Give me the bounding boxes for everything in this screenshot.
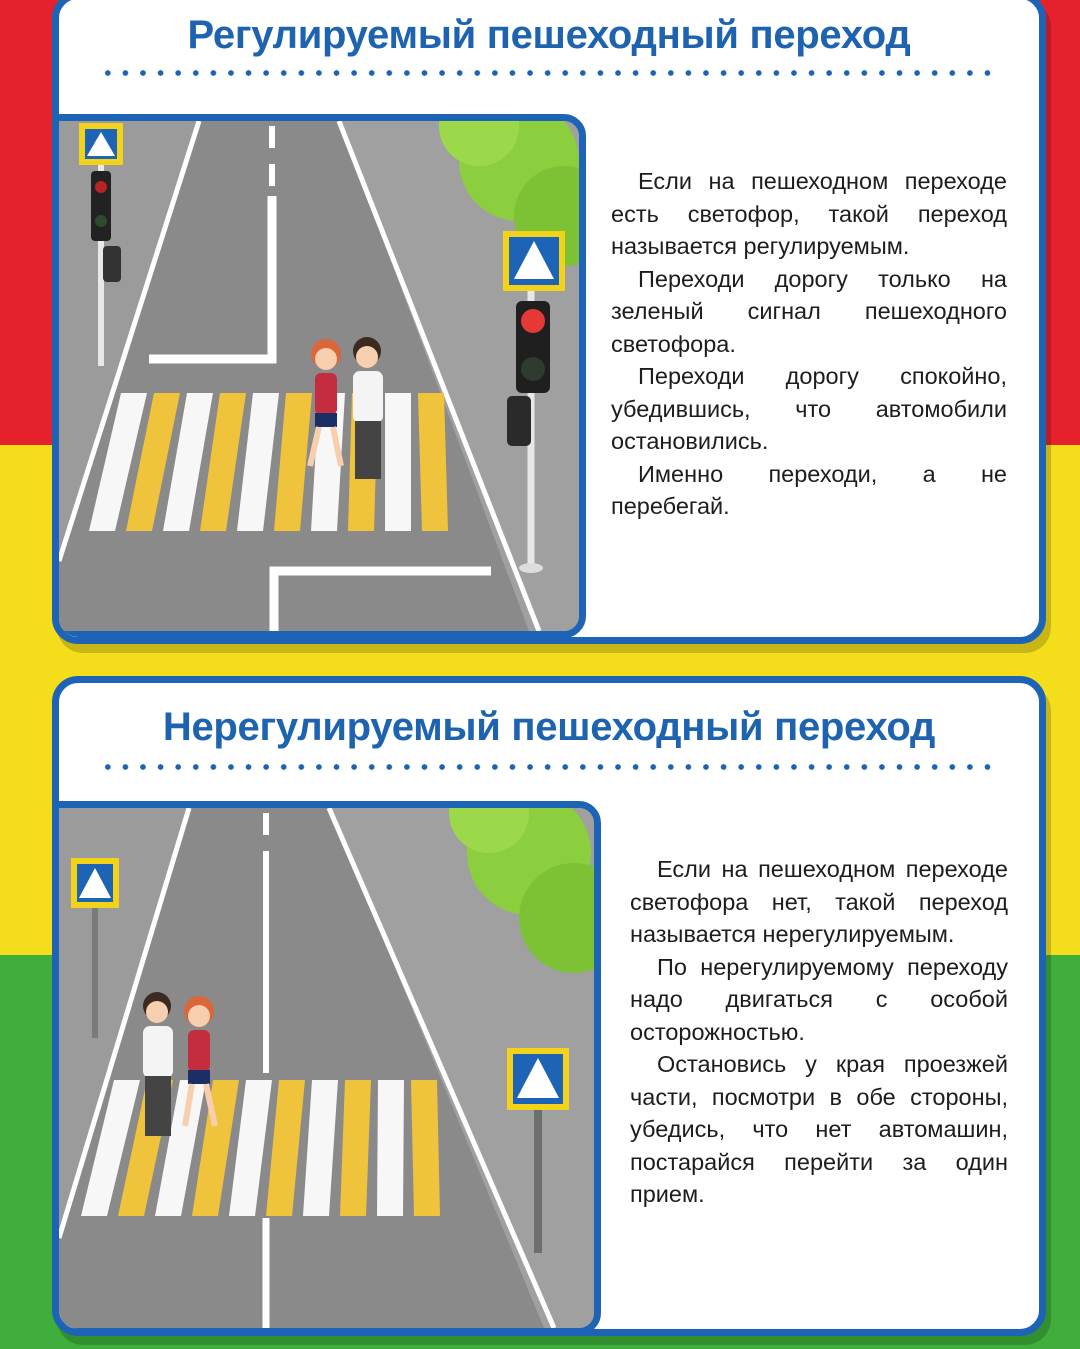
dotted-divider [99,69,999,77]
regulated-crossing-illustration [52,114,586,638]
text-paragraph: Остановись у края проезжей части, посмотри в обе стороны, убедись, что нет автомашин, постарайся перейти за один прием. [630,1051,1008,1207]
street-scene [59,808,594,1328]
text-paragraph: Если на пешеходном переходе светофора нет, такой переход называется нерегулируемым. [630,856,1008,947]
text-paragraph: Переходи дорогу спокойно, убедившись, что автомобили остановились. [611,363,1007,454]
text-paragraph: По нерегулируемому переходу надо двигаться с особой осторожностью. [630,953,1008,1045]
panel-title: Нерегулируемый пешеходный переход [162,705,936,749]
text-paragraph: Именно переходи, а не перебегай. [611,460,1007,519]
text-paragraph: Переходи дорогу только на зеленый сигнал пешеходного светофора. [611,265,1007,357]
unregulated-crossing-panel [52,676,1046,1336]
text-paragraph: Если на пешеходном переходе есть светофор, такой переход называется регулируемым. [611,168,1007,259]
regulated-crossing-panel [52,0,1046,644]
unregulated-crossing-text [630,853,1008,1211]
street-scene [59,121,579,631]
unregulated-crossing-illustration [52,801,601,1335]
regulated-crossing-text [611,165,1007,523]
dotted-divider [99,763,999,771]
panel-title: Регулируемый пешеходный переход [187,13,911,57]
